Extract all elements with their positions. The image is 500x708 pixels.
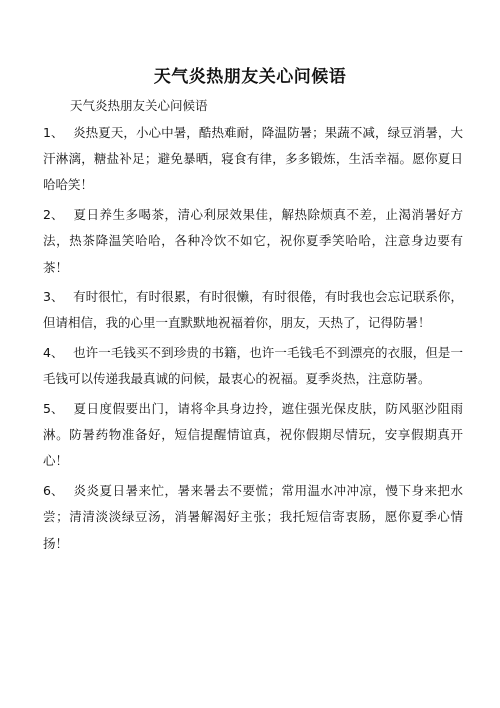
item-text: 也许一毛钱买不到珍贵的书籍，也许一毛钱毛不到漂亮的衣服，但是一毛钱可以传递我最真诚的问候，最衷心的祝福。夏季炎热，注意防暑。 bbox=[43, 345, 463, 387]
item-text: 炎热夏天，小心中暑，酷热难耐，降温防暑；果蔬不减，绿豆消暑，大汗淋漓，糖盐补足；避免暴晒，寝食有律，多多锻炼，生活幸福。愿你夏日哈哈笑！ bbox=[43, 125, 463, 193]
greeting-list bbox=[43, 120, 463, 560]
item-number: 6、 bbox=[43, 483, 64, 499]
item-number: 1、 bbox=[43, 125, 64, 140]
list-item bbox=[43, 284, 463, 336]
item-number: 2、 bbox=[43, 207, 64, 223]
list-item bbox=[43, 340, 463, 392]
item-number: 3、 bbox=[43, 289, 64, 305]
document-subtitle: 天气炎热朋友关心问候语 bbox=[70, 98, 208, 113]
list-item bbox=[43, 202, 463, 281]
list-item bbox=[43, 120, 463, 199]
item-number: 5、 bbox=[43, 401, 64, 417]
item-number: 4、 bbox=[43, 345, 64, 361]
document-title: 天气炎热朋友关心问候语 bbox=[153, 67, 347, 87]
item-text: 夏日养生多喝茶，清心利尿效果佳，解热除烦真不差，止渴消暑好方法，热茶降温笑哈哈，各种冷饮不如它，祝你夏季笑哈哈，注意身边要有茶！ bbox=[43, 207, 463, 275]
item-text: 炎炎夏日暑来忙，暑来暑去不要慌；常用温水冲冲凉，慢下身来把水尝；清清淡淡绿豆汤，消暑解渴好主张；我托短信寄衷肠，愿你夏季心情扬！ bbox=[43, 483, 463, 551]
list-item bbox=[43, 396, 463, 475]
list-item bbox=[43, 478, 463, 557]
item-text: 夏日度假要出门，请将伞具身边拎，遮住强光保皮肤，防风驱沙阻雨淋。防暑药物准备好，短信提醒情谊真，祝你假期尽情玩，安享假期真开心！ bbox=[43, 401, 463, 469]
item-text: 有时很忙，有时很累，有时很懒，有时很倦，有时我也会忘记联系你，但请相信，我的心里一直默默地祝福着你，朋友，天热了，记得防暑！ bbox=[43, 289, 463, 331]
